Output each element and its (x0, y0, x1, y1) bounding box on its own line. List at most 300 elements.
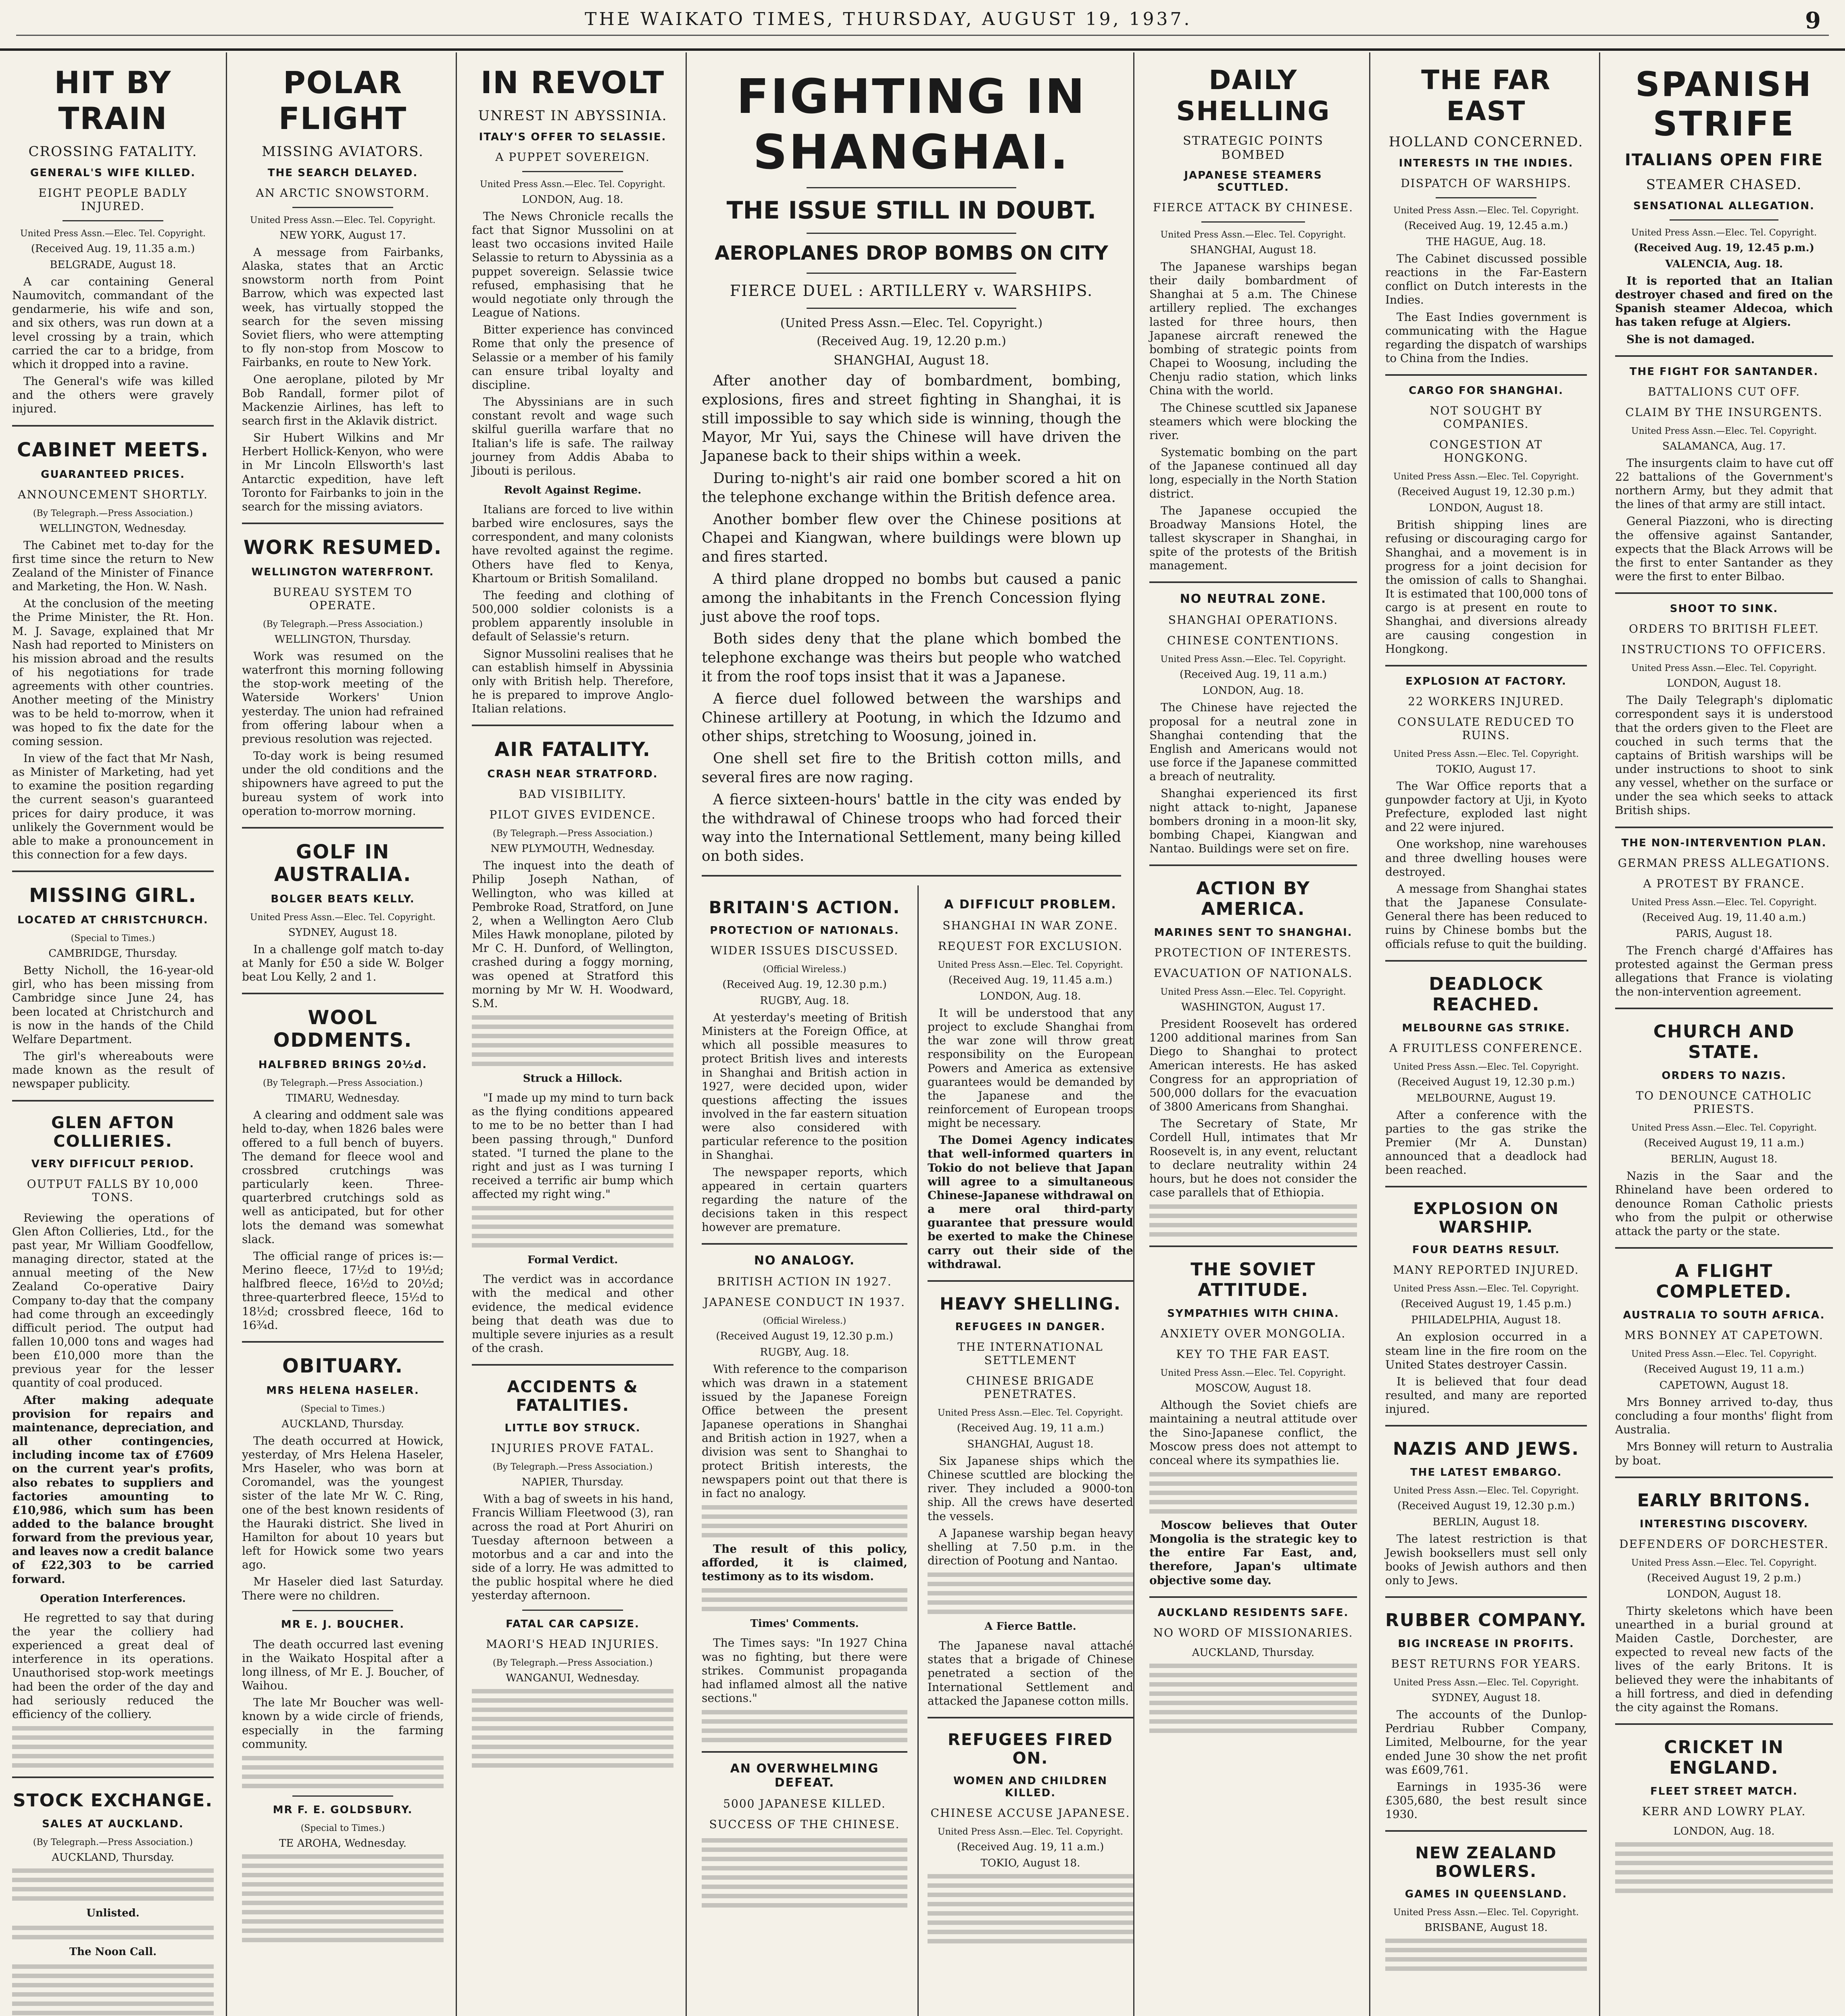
headline-rubber-company: RUBBER COMPANY. (1385, 1610, 1587, 1631)
deck: ITALIANS OPEN FIRE (1625, 151, 1823, 169)
deck: AN ARCTIC SNOWSTORM. (256, 186, 430, 200)
received-line: (Received August 19, 2 p.m.) (1647, 1572, 1801, 1584)
page-number: 9 (1805, 7, 1821, 34)
deck: PROTECTION OF INTERESTS. (1154, 946, 1352, 960)
deck: ANNOUNCEMENT SHORTLY. (18, 487, 208, 501)
received-line: (Received Aug. 19, 12.30 p.m.) (722, 978, 887, 991)
article-paragraph: Both sides deny that the plane which bombed the telephone exchange was theirs but people who watched it from the roof tops insist that it was a Japanese. (702, 631, 1121, 685)
deck: AEROPLANES DROP BOMBS ON CITY (715, 242, 1108, 264)
deck: ANXIETY OVER MONGOLIA. (1160, 1327, 1346, 1341)
deck: THE LATEST EMBARGO. (1410, 1466, 1562, 1479)
article-paragraph: British shipping lines are refusing or discouraging cargo for Shanghai, and a movement is in progress for a joint decision for the omission of calls to Shanghai. It is estimated that 100,000 tons of cargo is at present en route to Shanghai, and diversions already are causing congestion in Hongkong. (1385, 518, 1587, 656)
deck: MR F. E. GOLDSBURY. (273, 1804, 413, 1816)
faded-text (472, 1689, 673, 1768)
headline-explosion-on-warship: EXPLOSION ON WARSHIP. (1413, 1200, 1559, 1237)
deck: TO DENOUNCE CATHOLIC PRIESTS. (1636, 1089, 1812, 1116)
divider (292, 1795, 393, 1797)
deck: REFUGEES IN DANGER. (955, 1320, 1106, 1333)
credit-line: United Press Assn.—Elec. Tel. Copyright. (1393, 749, 1579, 759)
article-paragraph: Italians are forced to live within barbed wire enclosures, says the correspondent, and many colonists have revolted against the regime. Others have fled to Kenya, Khartoum or British Somaliland. (472, 502, 673, 585)
faded-text (702, 1710, 907, 1742)
headline-shoot-to-sink: SHOOT TO SINK. (1670, 603, 1778, 615)
credit-line: United Press Assn.—Elec. Tel. Copyright. (1631, 426, 1817, 436)
article-paragraph: At the conclusion of the meeting the Prime Minister, the Rt. Hon. M. J. Savage, explained that Mr Nash had reported to Ministers on his mission abroad and the results of his negotiations for trade agreements with other countries. Another meeting of the Ministry was to be held to-morrow, when it was hoped to fix the date for the coming session. (12, 597, 214, 748)
divider (1385, 1596, 1587, 1598)
headline-no-neutral-zone: NO NEUTRAL ZONE. (1180, 592, 1327, 606)
masthead (0, 0, 1845, 51)
deck: GAMES IN QUEENSLAND. (1405, 1888, 1568, 1901)
headline-auckland-residents-safe: AUCKLAND RESIDENTS SAFE. (1157, 1606, 1349, 1619)
article-paragraph: Nazis in the Saar and the Rhineland have been ordered to denounce Roman Catholic priests who from the pulpit or otherwise attack the party or the state. (1615, 1169, 1833, 1238)
article-paragraph: Bitter experience has convinced Rome that only the presence of Selassie or a member of his family can ensure tribal loyalty and discipline. (472, 323, 673, 392)
divider (702, 1751, 907, 1753)
deck: MELBOURNE GAS STRIKE. (1402, 1022, 1570, 1034)
article-paragraph: A fierce sixteen-hours' battle in the city was ended by the withdrawal of Chinese troops who had forced their way into the International Settlement, many being killed on both sides. (702, 791, 1121, 865)
divider (928, 1717, 1133, 1718)
received-line: (Received Aug. 19, 11.40 a.m.) (1642, 911, 1806, 924)
subheading: Revolt Against Regime. (504, 484, 642, 496)
headline-church-and-state: CHURCH AND STATE. (1653, 1021, 1795, 1063)
article-paragraph: Betty Nicholl, the 16-year-old girl, who has been missing from Cambridge since June 24, has been located at Christchurch and is now in the hands of the Child Welfare Department. (12, 964, 214, 1046)
divider (242, 993, 444, 994)
article-paragraph: Earnings in 1935-36 were £305,680, the best result since 1930. (1385, 1780, 1587, 1821)
subheading: Struck a Hillock. (523, 1073, 623, 1085)
deck: 5000 JAPANESE KILLED. (723, 1797, 886, 1811)
deck: WIDER ISSUES DISCUSSED. (710, 943, 899, 957)
divider (807, 308, 1016, 309)
deck: SUCCESS OF THE CHINESE. (709, 1818, 900, 1831)
deck: BAD VISIBILITY. (519, 787, 627, 801)
received-line: (Received Aug. 19, 11 a.m.) (1180, 669, 1327, 681)
divider (522, 1610, 623, 1611)
dateline: BELGRADE, August 18. (50, 259, 176, 271)
credit-line: United Press Assn.—Elec. Tel. Copyright. (1631, 1123, 1817, 1133)
dateline: WELLINGTON, Thursday. (274, 633, 411, 646)
deck: NO WORD OF MISSIONARIES. (1153, 1626, 1353, 1639)
dateline: AUCKLAND, Thursday. (1192, 1646, 1315, 1659)
article-paragraph: In a challenge golf match to-day at Manly for £50 a side W. Bolger beat Lou Kelly, 2 and 1. (242, 942, 444, 984)
masthead-rule (16, 35, 1829, 36)
article-paragraph: The inquest into the death of Philip Joseph Nathan, of Wellington, who was killed at Pembroke Road, Stratford, on June 2, when a Wellington Aero Club Miles Hawk monoplane, piloted by Mr C. H. Dunford, of Wellington, crashed during a foggy morning, was opened at Stratford this morning by Mr W. H. Woodward, S.M. (472, 859, 673, 1010)
faded-text (472, 1015, 673, 1066)
article-paragraph: Although the Soviet chiefs are maintaining a neutral attitude over the Sino-Japanese conflict, the Moscow press does not attempt to conceal where its sympathies lie. (1149, 1398, 1357, 1467)
deck: A PROTEST BY FRANCE. (1643, 877, 1805, 890)
divider (928, 1280, 1133, 1282)
dateline: SYDNEY, August 18. (288, 926, 398, 939)
faded-text (702, 1838, 907, 1908)
divider (1385, 374, 1587, 376)
article-paragraph: The War Office reports that a gunpowder factory at Uji, in Kyoto Prefecture, exploded last night and 22 were injured. (1385, 779, 1587, 834)
deck: HALFBRED BRINGS 20½d. (258, 1059, 427, 1071)
article-paragraph: Mr Haseler died last Saturday. There were no children. (242, 1575, 444, 1602)
article-paragraph: It is reported that an Italian destroyer chased and fired on the Spanish steamer Aldecoa, which has taken refuge at Algiers. (1615, 274, 1833, 329)
credit-line: United Press Assn.—Elec. Tel. Copyright. (480, 179, 665, 190)
faded-text (472, 1206, 673, 1248)
article-paragraph: The French chargé d'Affaires has protested against the German press allegations that France is violating the non-intervention agreement. (1615, 943, 1833, 999)
masthead-title: THE WAIKATO TIMES, THURSDAY, AUGUST 19, 1937. (585, 9, 1192, 29)
credit-line: (By Telegraph.—Press Association.) (492, 1658, 653, 1668)
credit-line: United Press Assn.—Elec. Tel. Copyright. (1393, 1908, 1579, 1918)
column-rule (1599, 52, 1600, 2016)
article-paragraph: A Japanese warship began heavy shelling at 7.50 p.m. in the direction of Pootung and Nantao. (928, 1526, 1133, 1567)
dateline: RUGBY, Aug. 18. (760, 1346, 849, 1359)
article-paragraph: Another bomber flew over the Chinese positions at Chapei and Kiangwan, where buildings were blown up and fires started. (702, 511, 1121, 566)
deck: GUARANTEED PRICES. (41, 468, 185, 481)
dateline: SALAMANCA, Aug. 17. (1662, 440, 1786, 452)
received-line: (Received Aug. 19, 12.45 p.m.) (1634, 242, 1814, 254)
deck: ORDERS TO BRITISH FLEET. (1629, 622, 1819, 636)
deck: CHINESE BRIGADE PENETRATES. (966, 1374, 1095, 1401)
column-rule (1133, 52, 1134, 2016)
credit-line: United Press Assn.—Elec. Tel. Copyright. (20, 229, 206, 239)
column-7 (1373, 52, 1599, 2016)
divider (702, 875, 1121, 877)
deck: MISSING AVIATORS. (262, 144, 424, 160)
subheading: Formal Verdict. (527, 1254, 618, 1266)
article-paragraph: She is not damaged. (1626, 332, 1755, 346)
dateline: BRISBANE, August 18. (1424, 1922, 1548, 1934)
divider (1615, 1723, 1833, 1725)
faded-text (12, 1926, 214, 1939)
received-line: (Received August 19, 12.30 p.m.) (716, 1330, 893, 1343)
deck: CRASH NEAR STRATFORD. (487, 768, 658, 781)
deck: MAORI'S HEAD INJURIES. (486, 1637, 660, 1651)
credit-line: (Special to Times.) (300, 1404, 385, 1414)
deck: BOLGER BEATS KELLY. (271, 893, 415, 905)
article-paragraph: The Japanese naval attaché states that a brigade of Chinese penetrated a section of the International Settlement and attacked the Japanese cotton mills. (928, 1639, 1133, 1708)
article-paragraph: Shanghai experienced its first night attack to-night, Japanese bombers droning in a moon-lit sky, bombing Chapei, Kiangwan and Nantao. Buildings were set on fire. (1149, 787, 1357, 855)
received-line: (Received August 19, 11 a.m.) (1644, 1137, 1804, 1150)
deck: AUSTRALIA TO SOUTH AFRICA. (1623, 1309, 1825, 1321)
article-paragraph: The latest restriction is that Jewish booksellers must sell only books of Jewish authors and then only to Jews. (1385, 1532, 1587, 1587)
received-line: (Received Aug. 19, 11 a.m.) (957, 1841, 1104, 1853)
faded-text (1385, 1939, 1587, 1971)
headline-nazis-and-jews: NAZIS AND JEWS. (1393, 1439, 1580, 1460)
column-rule (917, 885, 919, 2016)
article-paragraph: The verdict was in accordance with the medical and other evidence, the medical evidence being that death was due to multiple severe injuries as a result of the crash. (472, 1272, 673, 1355)
deck: GENERAL'S WIFE KILLED. (30, 167, 196, 179)
headline-stock-exchange: STOCK EXCHANGE. (13, 1790, 213, 1811)
dateline: MELBOURNE, August 19. (1416, 1092, 1556, 1104)
divider (1615, 1247, 1833, 1249)
article-paragraph: The death occurred at Howick, yesterday, of Mrs Helena Haseler, Mrs Haseler, who was born at Coromandel, was the youngest sister of the late Mr W. C. Ring, one of the best known residents of the Hauraki district. She lived in Hamilton for about 10 years but left for Howick some two years ago. (242, 1434, 444, 1572)
deck: SENSATIONAL ALLEGATION. (1633, 200, 1815, 212)
divider (1149, 864, 1357, 866)
dateline: WASHINGTON, August 17. (1181, 1001, 1326, 1014)
headline-refugees-fired-on: REFUGEES FIRED ON. (948, 1730, 1113, 1768)
dateline: TE AROHA, Wednesday. (279, 1837, 407, 1849)
article-paragraph: With reference to the comparison which was drawn in a statement issued by the Japanese Foreign Office between the present Japanese operations in Shanghai and British action in 1927, when a division was sent to Shanghai to protect British interests, the newspapers point out that there is in fact no analogy. (702, 1362, 907, 1500)
divider (12, 425, 214, 427)
divider (472, 725, 673, 726)
article-paragraph: The official range of prices is:— Merino fleece, 17½d to 19½d; halfbred fleece, 16½d to 20½d; three-quarterbred fleece, 15½d to 18½d; crossbred fleece, 16d to 16¾d. (242, 1249, 444, 1332)
dateline: LONDON, Aug. 18. (1202, 685, 1304, 697)
headline-glen-afton: GLEN AFTON COLLIERIES. (51, 1113, 175, 1151)
deck: EVACUATION OF NATIONALS. (1153, 966, 1353, 980)
deck: CROSSING FATALITY. (28, 144, 198, 160)
deck: STEAMER CHASED. (1646, 177, 1802, 193)
deck: 22 WORKERS INJURED. (1407, 694, 1565, 708)
faded-text (702, 1588, 907, 1611)
dateline: SHANGHAI, August 18. (967, 1438, 1094, 1450)
dateline: NAPIER, Thursday. (521, 1476, 624, 1489)
headline-flight-completed: A FLIGHT COMPLETED. (1656, 1261, 1792, 1302)
credit-line: United Press Assn.—Elec. Tel. Copyright. (250, 215, 436, 225)
dateline: LONDON, Aug. 18. (522, 194, 623, 206)
article-paragraph: The result of this policy, afforded, it is claimed, testimony as to its wisdom. (702, 1542, 907, 1583)
deck: EIGHT PEOPLE BADLY INJURED. (38, 186, 188, 213)
credit-line: United Press Assn.—Elec. Tel. Copyright. (1631, 228, 1817, 238)
deck: SHANGHAI IN WAR ZONE. (942, 918, 1118, 932)
divider (522, 171, 623, 172)
dateline: MOSCOW, August 18. (1195, 1382, 1311, 1395)
article-paragraph: It is believed that four dead resulted, and many are reported injured. (1385, 1375, 1587, 1416)
headline-golf: GOLF IN AUSTRALIA. (274, 840, 412, 886)
divider (1615, 827, 1833, 828)
headline-far-east: THE FAR EAST (1421, 65, 1551, 127)
headline-no-analogy: NO ANALOGY. (754, 1254, 855, 1268)
article-paragraph: The Secretary of State, Mr Cordell Hull, intimates that Mr Roosevelt is, in any event, reluctant to declare neutrality within 24 hours, but he does not consider the case parallels that of Ethiopia. (1149, 1117, 1357, 1200)
dateline: CAMBRIDGE, Thursday. (48, 948, 177, 960)
deck: A PUPPET SOVEREIGN. (495, 150, 650, 164)
article-paragraph: A third plane dropped no bombs but caused a panic among the inhabitants in the French Concession flying just above the roof tops. (702, 571, 1121, 625)
headline-cabinet-meets: CABINET MEETS. (17, 438, 209, 461)
divider (1615, 1008, 1833, 1009)
subcolumn-a (702, 885, 907, 2016)
column-rule (1369, 52, 1370, 2016)
divider (1436, 197, 1536, 198)
article-paragraph: Reviewing the operations of Glen Afton Collieries, Ltd., for the past year, Mr William Goodfellow, managing director, stated at the annual meeting of the New Zealand Co-operative Dairy Company to-day that the company had come through an exceedingly difficult period. The output had fallen 10,000 tons and wages had been £10,000 more than the previous year for the lesser quantity of coal produced. (12, 1211, 214, 1390)
dateline: LONDON, Aug. 18. (1673, 1825, 1775, 1838)
credit-line: United Press Assn.—Elec. Tel. Copyright. (1160, 1368, 1346, 1379)
deck: VERY DIFFICULT PERIOD. (31, 1158, 195, 1170)
subheading: The Noon Call. (69, 1946, 157, 1958)
credit-line: United Press Assn.—Elec. Tel. Copyright. (250, 912, 436, 923)
credit-line: United Press Assn.—Elec. Tel. Copyright. (1393, 206, 1579, 216)
deck: BEST RETURNS FOR YEARS. (1391, 1657, 1581, 1671)
article-paragraph: The death occurred last evening in the Waikato Hospital after a long illness, of Mr E. J. Boucher, of Waihou. (242, 1637, 444, 1693)
credit-line: (By Telegraph.—Press Association.) (492, 829, 653, 839)
article-paragraph: The Domei Agency indicates that well-informed quarters in Tokio do not believe that Japan will agree to a simultaneous Chinese-Japanese withdrawal on a mere oral third-party guarantee that pressure would be exerted to make the Chinese carry out their side of the withdrawal. (928, 1133, 1133, 1271)
article-paragraph: The accounts of the Dunlop-Perdriau Rubber Company, Limited, Melbourne, for the year ended June 30 show the net profit was £609,761. (1385, 1708, 1587, 1776)
headline-early-britons: EARLY BRITONS. (1637, 1490, 1811, 1511)
deck: BUREAU SYSTEM TO OPERATE. (273, 585, 413, 612)
article-paragraph: The News Chronicle recalls the fact that Signor Mussolini on at least two occasions invited Haile Selassie to return to Abyssinia as a puppet sovereign. Selassie twice refused, emphasising that he would negotiate only through the League of Nations. (472, 210, 673, 320)
article-paragraph: The Daily Telegraph's diplomatic correspondent says it is understood that the orders given to the Fleet are couched in such terms that the captains of British warships will be under instructions to shoot to sink any vessel, whether on the surface or under the sea which seeks to attack British ships. (1615, 694, 1833, 817)
deck: BIG INCREASE IN PROFITS. (1398, 1638, 1574, 1650)
received-line: (Received August 19, 11 a.m.) (1644, 1363, 1804, 1375)
received-line: (Received Aug. 19, 11.35 a.m.) (31, 243, 195, 255)
faded-text (928, 1874, 1133, 1943)
dateline: BERLIN, August 18. (1432, 1516, 1540, 1529)
divider (472, 1364, 673, 1366)
headline-britains-action: BRITAIN'S ACTION. (709, 897, 901, 917)
credit-line: United Press Assn.—Elec. Tel. Copyright. (1160, 230, 1346, 240)
headline-nz-bowlers: NEW ZEALAND BOWLERS. (1415, 1844, 1557, 1881)
dateline: LONDON, August 18. (1667, 677, 1781, 690)
divider (1615, 1477, 1833, 1478)
deck: MRS HELENA HASELER. (266, 1384, 419, 1397)
deck: ITALY'S OFFER TO SELASSIE. (479, 131, 667, 143)
divider (292, 207, 393, 208)
divider (807, 233, 1016, 234)
divider (242, 523, 444, 524)
column-rule (686, 52, 687, 2016)
divider (1385, 1425, 1587, 1427)
deck: REQUEST FOR EXCLUSION. (938, 939, 1123, 953)
article-paragraph: One workshop, nine warehouses and three dwelling houses were destroyed. (1385, 837, 1587, 879)
subheading: A Fierce Battle. (984, 1620, 1076, 1633)
article-paragraph: The Cabinet discussed possible reactions in the Far-Eastern conflict on Dutch interests in the Indies. (1385, 252, 1587, 307)
dateline: WANGANUI, Wednesday. (506, 1672, 640, 1685)
headline-cricket-in-england: CRICKET IN ENGLAND. (1664, 1737, 1784, 1779)
article-paragraph: Thirty skeletons which have been unearthed in a burial ground at Maiden Castle, Dorchester, are expected to reveal new facts of the lives of the early Britons. It is believed they were the inhabitants of a hill fortress, and died in defending the city against the Romans. (1615, 1604, 1833, 1714)
deck: A FRUITLESS CONFERENCE. (1389, 1041, 1583, 1055)
divider (292, 1610, 393, 1611)
article-paragraph: During to-night's air raid one bomber scored a hit on the telephone exchange within the British defence area. (702, 470, 1121, 506)
divider (1615, 355, 1833, 357)
article-paragraph: After a conference with the parties to the gas strike the Premier (Mr A. Dunstan) announced that a deadlock had been reached. (1385, 1108, 1587, 1177)
headline-cargo-for-shanghai: CARGO FOR SHANGHAI. (1409, 385, 1564, 397)
article-paragraph: Mrs Bonney will return to Australia by boat. (1615, 1440, 1833, 1467)
article-paragraph: Work was resumed on the waterfront this morning following the stop-work meeting of the Waterside Workers' Union yesterday. The union had refrained from offering labour when a previous resolution was rejected. (242, 649, 444, 746)
divider (1385, 1186, 1587, 1187)
deck: FOUR DEATHS RESULT. (1412, 1244, 1560, 1256)
article-paragraph: The General's wife was killed and the others were gravely injured. (12, 375, 214, 416)
headline-explosion-at-factory: EXPLOSION AT FACTORY. (1405, 675, 1567, 687)
credit-line: United Press Assn.—Elec. Tel. Copyright. (1393, 1062, 1579, 1072)
deck: FLEET STREET MATCH. (1650, 1785, 1798, 1798)
divider (1615, 592, 1833, 594)
divider (63, 220, 163, 221)
deck: SYMPATHIES WITH CHINA. (1167, 1308, 1339, 1320)
headline-work-resumed: WORK RESUMED. (243, 536, 442, 559)
article-paragraph: At yesterday's meeting of British Ministers at the Foreign Office, at which all possible measures to protect British lives and interests in Shanghai and British action in 1927, were decided upon, wider questions affecting the issues involved in the far eastern situation were also considered with particular reference to the position in Shanghai. (702, 1010, 907, 1162)
dateline: PARIS, August 18. (1676, 927, 1772, 940)
article-paragraph: The Abyssinians are in such constant revolt and wage such skilful guerilla warfare that no Italian's life is safe. The railway journey from Addis Ababa to Jibouti is perilous. (472, 395, 673, 477)
credit-line: United Press Assn.—Elec. Tel. Copyright. (1393, 1678, 1579, 1688)
deck: INTERESTING DISCOVERY. (1639, 1518, 1809, 1530)
deck: PROTECTION OF NATIONALS. (710, 924, 899, 937)
deck: WELLINGTON WATERFRONT. (251, 566, 434, 578)
divider (1385, 665, 1587, 666)
deck: THE SEARCH DELAYED. (267, 167, 418, 179)
headline-hit-by-train: HIT BY TRAIN (54, 65, 172, 136)
deck: MRS BONNEY AT CAPETOWN. (1624, 1329, 1824, 1342)
credit-line: (Special to Times.) (71, 933, 155, 944)
divider (807, 273, 1016, 274)
dateline: RUGBY, Aug. 18. (760, 994, 849, 1007)
deck: CONSULATE REDUCED TO RUINS. (1397, 715, 1575, 742)
article-paragraph: Mrs Bonney arrived to-day, thus concluding a four months' flight from Australia. (1615, 1395, 1833, 1437)
article-paragraph: The feeding and clothing of 500,000 soldier colonists is a problem apparently insoluble in default of Selassie's return. (472, 588, 673, 644)
headline-missing-girl: MISSING GIRL. (29, 884, 197, 907)
deck: MR E. J. BOUCHER. (281, 1618, 405, 1631)
headline-spanish-strife: SPANISH STRIFE (1635, 65, 1813, 144)
article-paragraph: After another day of bombardment, bombing, explosions, fires and street fighting in Shanghai, it is still impossible to say which side is winning, though the Mayor, Mr Yui, says the Chinese will have driven the Japanese back to their ships within a week. (702, 373, 1121, 465)
credit-line: United Press Assn.—Elec. Tel. Copyright. (1393, 1486, 1579, 1496)
dateline: AUCKLAND, Thursday. (281, 1418, 404, 1430)
credit-line: United Press Assn.—Elec. Tel. Copyright. (1631, 1349, 1817, 1359)
divider (1149, 1245, 1357, 1247)
deck: JAPANESE CONDUCT IN 1937. (704, 1295, 905, 1309)
credit-line: (By Telegraph.—Press Association.) (263, 1078, 423, 1089)
divider (1385, 960, 1587, 962)
faded-text (702, 1505, 907, 1537)
faded-text (12, 1726, 214, 1768)
faded-text (12, 1964, 214, 2015)
article-paragraph: Systematic bombing on the part of the Japanese continued all day long, especially in the North Station district. (1149, 446, 1357, 500)
faded-text (242, 1756, 444, 1788)
subheading: Unlisted. (86, 1907, 140, 1920)
article-paragraph: An explosion occurred in a steam line in the fire room on the United States destroyer Cassin. (1385, 1330, 1587, 1371)
dateline: NEW YORK, August 17. (279, 229, 406, 242)
divider (1201, 221, 1305, 223)
deck: BRITISH ACTION IN 1927. (717, 1275, 892, 1289)
article-paragraph: One aeroplane, piloted by Mr Bob Randall, former pilot of Mackenzie Airlines, has left to search first in the Aklavik district. (242, 373, 444, 427)
credit-line: United Press Assn.—Elec. Tel. Copyright. (1631, 897, 1817, 908)
column-rule (456, 52, 457, 2016)
column-6 (1137, 52, 1369, 2016)
dateline: SHANGHAI, August 18. (1190, 244, 1317, 256)
deck: MANY REPORTED INJURED. (1393, 1263, 1579, 1277)
received-line: (Received August 19, 12.30 p.m.) (1397, 1500, 1575, 1512)
faded-text (12, 1868, 214, 1901)
dateline: THE HAGUE, Aug. 18. (1426, 236, 1546, 248)
headline-action-by-america: ACTION BY AMERICA. (1196, 878, 1311, 920)
column-center (690, 52, 1133, 2016)
headline-heavy-shelling: HEAVY SHELLING. (940, 1293, 1121, 1314)
credit-line: United Press Assn.—Elec. Tel. Copyright. (1160, 654, 1346, 665)
credit-line: United Press Assn.—Elec. Tel. Copyright. (1631, 663, 1817, 674)
credit-line: (By Telegraph.—Press Association.) (492, 1462, 653, 1472)
credit-line: United Press Assn.—Elec. Tel. Copyright. (938, 960, 1123, 970)
credit-line: (Official Wireless.) (763, 964, 846, 975)
headline-fighting-in-shanghai: FIGHTING IN SHANGHAI. (736, 69, 1086, 180)
article-paragraph: A message from Fairbanks, Alaska, states that an Arctic snowstorm north from Point Barrow, which was expected last week, has virtually stopped the search for the seven missing Soviet fliers, who were attempting to fly non-stop from Moscow to Fairbanks, en route to New York. (242, 246, 444, 369)
received-line: (Received Aug. 19, 11 a.m.) (957, 1422, 1104, 1434)
dateline: PHILADELPHIA, August 18. (1411, 1314, 1561, 1327)
deck: INTERESTS IN THE INDIES. (1399, 157, 1574, 169)
article-paragraph: It will be understood that any project to exclude Shanghai from the war zone will throw great responsibility on the European Powers and America as extensive guarantees would be demanded by the Japanese and the reinforcement of European troops might be necessary. (928, 1006, 1133, 1130)
credit-line: United Press Assn.—Elec. Tel. Copyright. (1393, 1284, 1579, 1294)
deck: CHINESE ACCUSE JAPANESE. (930, 1806, 1130, 1820)
dateline: TOKIO, August 18. (980, 1857, 1080, 1869)
credit-line: United Press Assn.—Elec. Tel. Copyright. (1631, 1558, 1817, 1568)
received-line: (Received August 19, 12.30 p.m.) (1397, 1076, 1575, 1088)
subheading: Times' Comments. (750, 1618, 859, 1630)
dateline: NEW PLYMOUTH, Wednesday. (490, 843, 655, 855)
column-8 (1603, 52, 1845, 2016)
credit-line: United Press Assn.—Elec. Tel. Copyright. (938, 1826, 1123, 1837)
deck: MARINES SENT TO SHANGHAI. (1154, 927, 1353, 939)
deck: KERR AND LOWRY PLAY. (1642, 1805, 1806, 1818)
dateline: LONDON, August 18. (1429, 502, 1543, 514)
dateline: WELLINGTON, Wednesday. (39, 522, 187, 535)
deck: JAPANESE STEAMERS SCUTTLED. (1184, 169, 1322, 194)
divider (1149, 1596, 1357, 1598)
dateline: TIMARU, Wednesday. (286, 1092, 400, 1105)
deck: BATTALIONS CUT OFF. (1648, 385, 1800, 398)
subheading: Operation Interferences. (40, 1592, 186, 1605)
article-paragraph: In view of the fact that Mr Nash, as Minister of Marketing, had yet to examine the position regarding the current season's guaranteed prices for dairy produce, it was unlikely the Government would be able to make a pronouncement in this connection for a few days. (12, 751, 214, 861)
deck: CLAIM BY THE INSURGENTS. (1625, 405, 1823, 419)
faded-text (1615, 1842, 1833, 1893)
headline-overwhelming-defeat: AN OVERWHELMING DEFEAT. (730, 1762, 879, 1790)
article-paragraph: The Japanese occupied the Broadway Mansions Hotel, the tallest skyscraper in Shanghai, in spite of the protests of the British management. (1149, 504, 1357, 573)
article-paragraph: The newspaper reports, which appeared in certain quarters regarding the nature of the decisions taken in this respect however are premature. (702, 1165, 907, 1234)
dateline: SHANGHAI, August 18. (834, 352, 989, 368)
